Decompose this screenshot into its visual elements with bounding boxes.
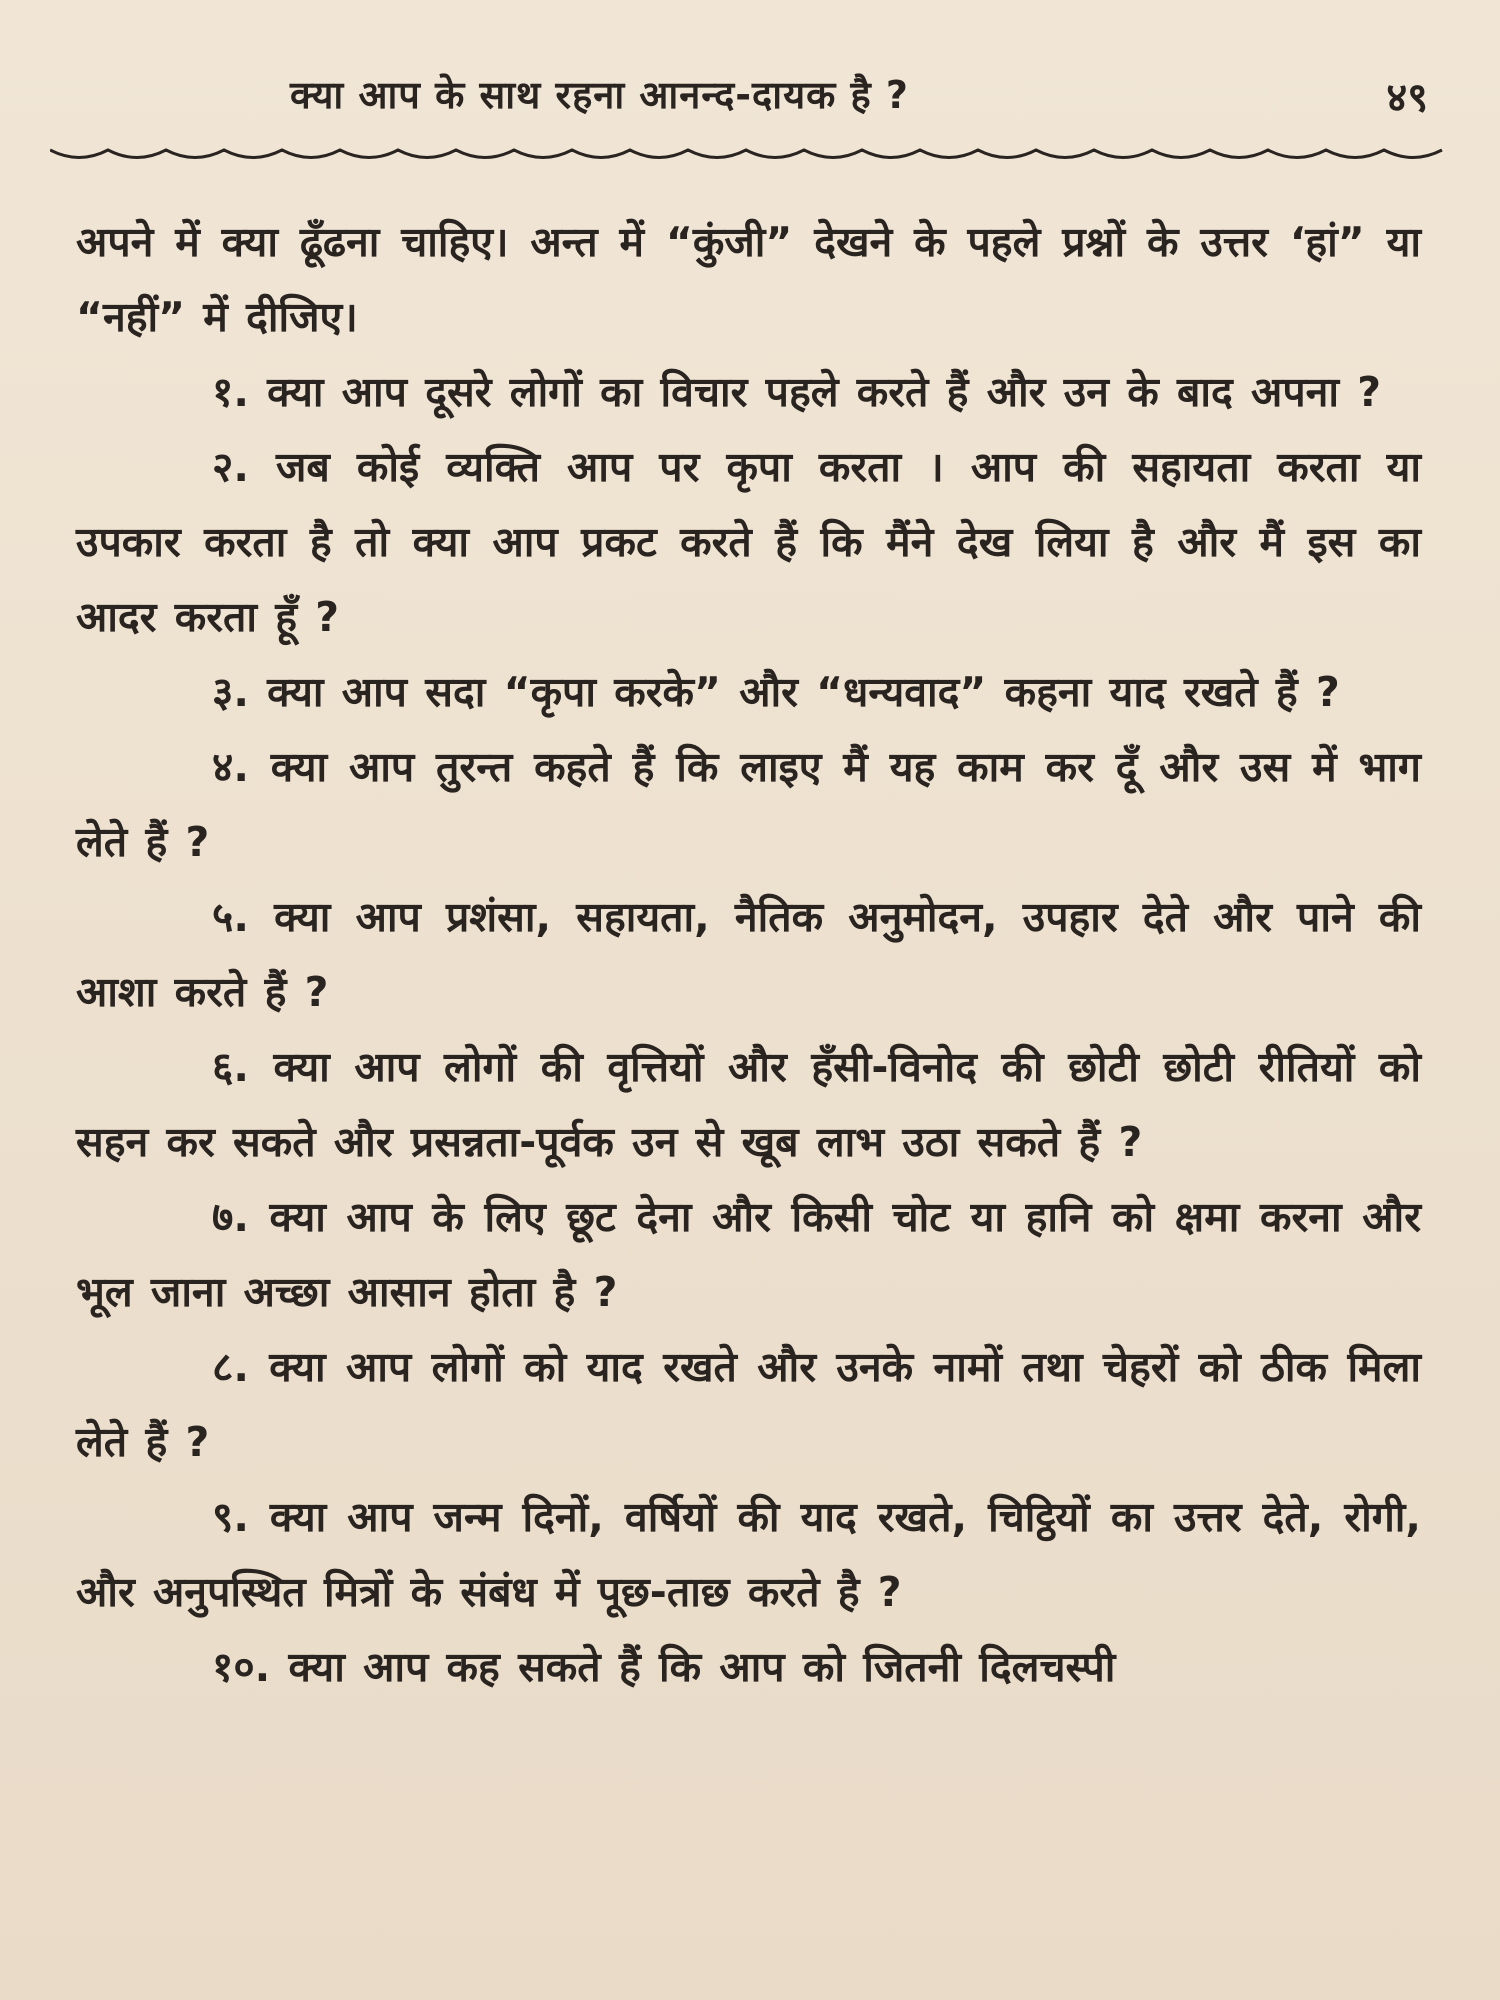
question-6: ६. क्या आप लोगों की वृत्तियों और हँसी-विनोद की छोटी छोटी रीतियों को सहन कर सकते और प्रसन्नता-पूर्वक उन से खूब लाभ उठा सकते हैं ? [76,1043,1421,1166]
question-2: २. जब कोई व्यक्ति आप पर कृपा करता । आप की सहायता करता या उपकार करता है तो क्या आप प्रकट करते हैं कि मैंने देख लिया है और मैं इस का आदर करता हूँ ? [76,443,1421,641]
question-4: ४. क्या आप तुरन्त कहते हैं कि लाइए मैं यह काम कर दूँ और उस में भाग लेते हैं ? [76,743,1421,866]
question-7: ७. क्या आप के लिए छूट देना और किसी चोट या हानि को क्षमा करना और भूल जाना अच्छा आसान होता है ? [76,1193,1421,1316]
question-3: ३. क्या आप सदा “कृपा करके” और “धन्यवाद” कहना याद रखते हैं ? [212,668,1340,716]
intro-paragraph: अपने में क्या ढूँढना चाहिए। अन्त में “कुंजी” देखने के पहले प्रश्नों के उत्तर ‘हां” या “नहीं” में दीजिए। [76,218,1421,341]
wavy-ornament-divider [50,135,1450,165]
body-text [76,205,1421,1705]
question-8: ८. क्या आप लोगों को याद रखते और उनके नामों तथा चेहरों को ठीक मिला लेते हैं ? [76,1343,1421,1466]
page-number: ४९ [1386,75,1428,121]
running-title: क्या आप के साथ रहना आनन्द-दायक है ? [290,73,909,117]
question-5: ५. क्या आप प्रशंसा, सहायता, नैतिक अनुमोदन, उपहार देते और पाने की आशा करते हैं ? [76,893,1421,1016]
question-1: १. क्या आप दूसरे लोगों का विचार पहले करते हैं और उन के बाद अपना ? [212,368,1382,416]
question-10: १०. क्या आप कह सकते हैं कि आप को जितनी दिलचस्पी [212,1643,1116,1691]
running-head [0,68,1500,128]
question-9: ९. क्या आप जन्म दिनों, वर्षियों की याद रखते, चिट्ठियों का उत्तर देते, रोगी, और अनुपस्थित मित्रों के संबंध में पूछ-ताछ करते है ? [76,1493,1421,1616]
